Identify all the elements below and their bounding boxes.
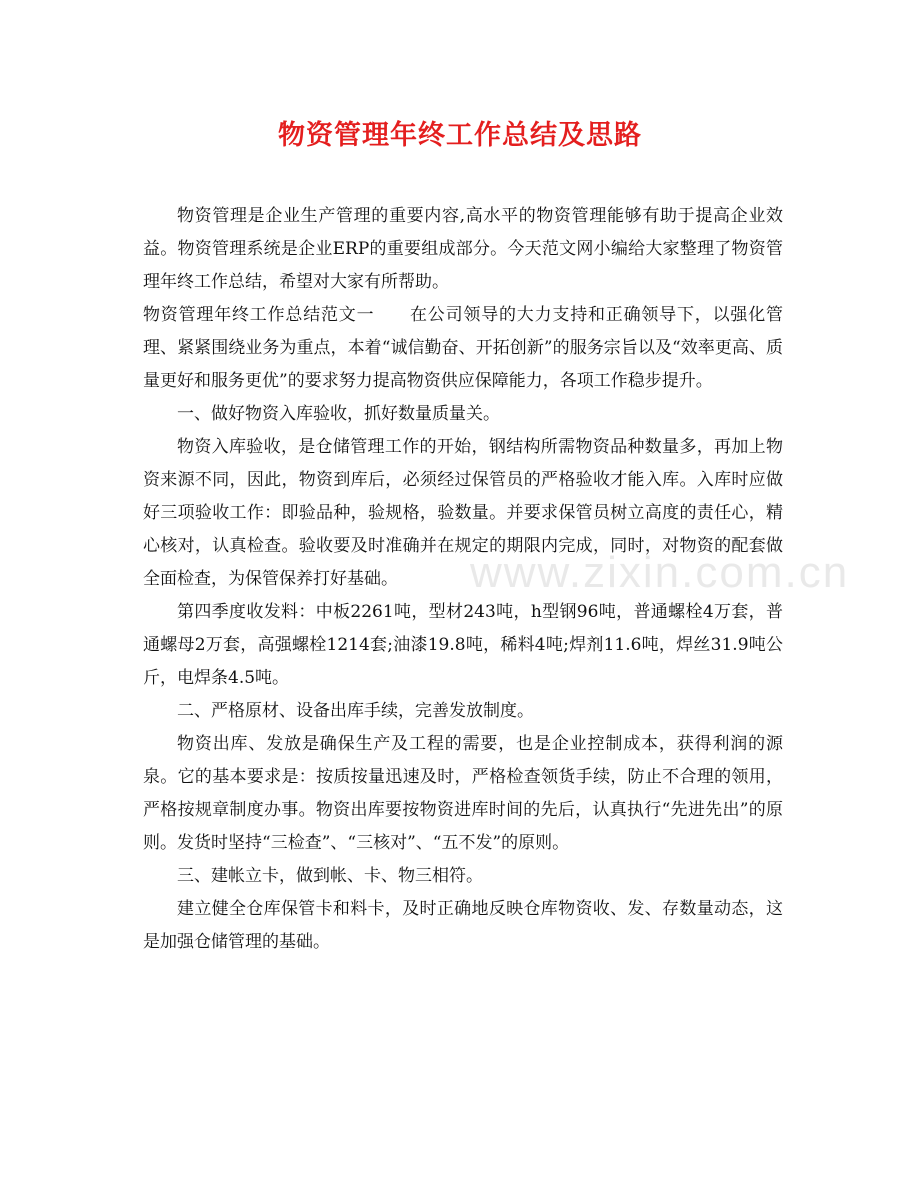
document-title: 物资管理年终工作总结及思路 (278, 120, 642, 151)
heading-section-two: 二、严格原材、设备出库手续，完善发放制度。 (177, 701, 534, 721)
document-body (143, 200, 783, 959)
heading-section-one: 一、做好物资入库验收，抓好数量质量关。 (177, 404, 500, 424)
paragraph-ledger-cards: 建立健全仓库保管卡和料卡，及时正确地反映仓库物资收、发、存数量动态，这是加强仓储管理的基础。 (143, 899, 783, 952)
paragraph-outbound-issuance: 物资出库、发放是确保生产及工程的需要，也是企业控制成本，获得利润的源泉。它的基本要求是：按质按量迅速及时，严格检查领货手续，防止不合理的领用，严格按规章制度办事。物资出库要按物资进库时间的先后，认真执行“先进先出”的原则。发货时坚持“三检查”、“三核对”、“五不发”的原则。 (143, 734, 783, 853)
paragraph-q4-materials: 第四季度收发料：中板2261吨，型材243吨，h型钢96吨，普通螺栓4万套，普通螺母2万套，高强螺栓1214套;油漆19.8吨，稀料4吨;焊剂11.6吨，焊丝31.9吨公斤，电焊条4.5吨。 (143, 602, 783, 688)
watermark: www.zixin.com.cn (470, 548, 850, 597)
paragraph-intro: 物资管理是企业生产管理的重要内容,高水平的物资管理能够有助于提高企业效益。物资管理系统是企业ERP的重要组成部分。今天范文网小编给大家整理了物资管理年终工作总结，希望对大家有所帮助。 (143, 206, 783, 292)
heading-section-three: 三、建帐立卡，做到帐、卡、物三相符。 (177, 866, 483, 886)
paragraph-sample-one: 物资管理年终工作总结范文一 在公司领导的大力支持和正确领导下，以强化管理、紧紧围绕业务为重点，本着“诚信勤奋、开拓创新”的服务宗旨以及“效率更高、质量更好和服务更优”的要求努力提高物资供应保障能力，各项工作稳步提升。 (143, 305, 783, 391)
paragraph-inbound-inspection: 物资入库验收，是仓储管理工作的开始，钢结构所需物资品种数量多，再加上物资来源不同，因此，物资到库后，必须经过保管员的严格验收才能入库。入库时应做好三项验收工作：即验品种，验规格，验数量。并要求保管员树立高度的责任心，精心核对，认真检查。验收要及时准确并在规定的期限内完成，同时，对物资的配套做全面检查，为保管保养打好基础。 (143, 437, 783, 589)
